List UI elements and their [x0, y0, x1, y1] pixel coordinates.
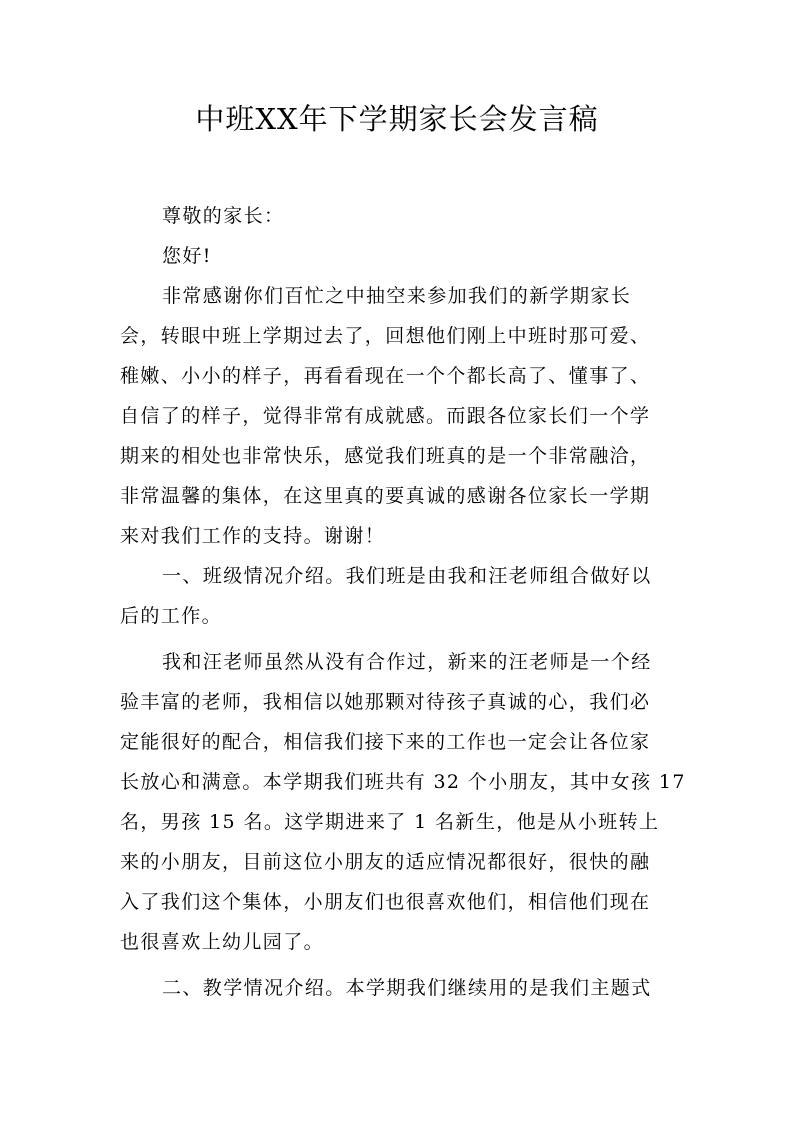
paragraph-teaching-intro: 二、教学情况介绍。本学期我们继续用的是我们主题式: [162, 977, 652, 999]
paragraph-greeting: 您好!: [162, 245, 212, 267]
paragraph-class-intro: 一、班级情况介绍。我们班是由我和汪老师组合做好以 后的工作。: [120, 565, 652, 627]
document-title: 中班XX年下学期家长会发言稿: [195, 102, 599, 136]
paragraph-teachers-students: 我和汪老师虽然从没有合作过，新来的汪老师是一个经 验丰富的老师，我相信以她那颗对待孩子真诚的心，我们必 定能很好的配合，相信我们接下来的工作也一定会让各位家 长放心和满意。本学期我们班共有 32 个小朋友，其中女孩 17 名，男孩 15 名。这学期进来了 1 名新生，他是从小班转上 来的小朋友，目前这位小朋友的适应情况都很好，很快的融 入了我们这个集体，小朋友们也很喜欢他们，相信他们现在 也很喜欢上幼儿园了。: [120, 651, 686, 953]
paragraph-salutation: 尊敬的家长：: [162, 205, 285, 227]
paragraph-thanks: 非常感谢你们百忙之中抽空来参加我们的新学期家长 会，转眼中班上学期过去了，回想他们刚上中班时那可爱、 稚嫩、小小的样子，再看看现在一个个都长高了、懂事了、 自信了的样子，觉得非常有成就感。而跟各位家长们一个学 期来的相处也非常快乐，感觉我们班真的是一个非常融洽， 非常温馨的集体，在这里真的要真诚的感谢各位家长一学期 来对我们工作的支持。谢谢！: [120, 285, 651, 547]
document-body: [120, 196, 686, 1008]
